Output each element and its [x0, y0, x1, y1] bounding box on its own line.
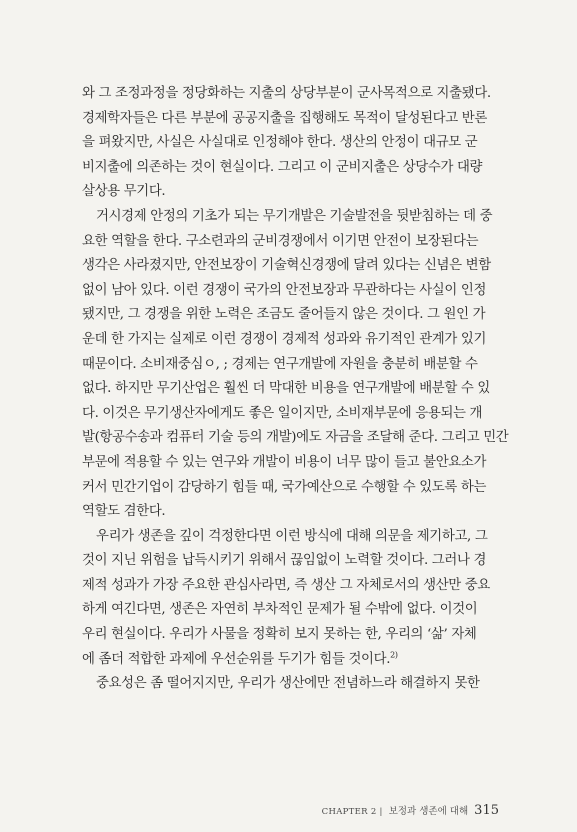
text-line — [82, 500, 502, 525]
text-line-content: 중요성은 좀 떨어지지만, 우리가 생산에만 전념하느라 해결하지 못한 — [96, 676, 480, 692]
running-chapter: CHAPTER 2 | — [321, 807, 383, 817]
text-line — [82, 451, 502, 476]
text-line-content: 생각은 사라졌지만, 안전보장이 기술혁신경쟁에 달려 있다는 신념은 변함 — [82, 258, 491, 274]
text-line-content: 커서 민간기업이 감당하기 힘들 때, 국가예산으로 수행할 수 있도록 하는 — [82, 479, 487, 495]
text-line-content: 경제학자들은 다른 부분에 공공지출을 집행해도 목적이 달성된다고 반론 — [82, 110, 487, 126]
text-line-content: 역할도 겸한다. — [82, 504, 166, 520]
text-line — [82, 107, 502, 132]
text-line-content: 운데 한 가지는 실제로 이런 경쟁이 경제적 성과와 유기적인 관계가 있기 — [82, 331, 487, 347]
text-line — [82, 648, 502, 673]
text-line — [82, 476, 502, 501]
text-line — [82, 623, 502, 648]
text-line — [82, 131, 502, 156]
text-line — [82, 574, 502, 599]
text-line — [82, 549, 502, 574]
running-title: 보정과 생존에 대해 — [388, 806, 469, 817]
body-text — [82, 82, 509, 697]
text-line — [82, 598, 502, 623]
text-line — [82, 230, 502, 255]
page-footer — [322, 803, 499, 818]
text-line-content: 우리 현실이다. 우리가 사물을 정확히 보지 못하는 한, 우리의 ‘삶’ 자체 — [82, 627, 477, 643]
text-line-content: 다. 이것은 무기생산자에게도 좋은 일이지만, 소비재부문에 응용되는 개 — [82, 405, 483, 421]
text-line-content: 없이 남아 있다. 이런 경쟁이 국가의 안전보장과 무관하다는 사실이 인정 — [82, 282, 487, 298]
text-line — [82, 180, 502, 205]
footnote-marker: 2) — [390, 650, 398, 660]
text-line-content: 살상용 무기다. — [82, 184, 166, 200]
text-line — [82, 402, 502, 427]
text-line — [82, 303, 502, 328]
text-line — [82, 525, 502, 550]
text-line — [82, 279, 502, 304]
text-line-content: 부문에 적용할 수 있는 연구와 개발이 비용이 너무 많이 들고 불안요소가 — [82, 454, 487, 470]
text-line — [82, 82, 502, 107]
text-line-content: 와 그 조정과정을 정당화하는 지출의 상당부분이 군사목적으로 지출됐다. — [82, 86, 491, 101]
text-line — [82, 426, 509, 451]
text-line — [82, 328, 502, 353]
text-line — [82, 254, 502, 279]
text-line-content: 없다. 하지만 무기산업은 훨씬 더 막대한 비용을 연구개발에 배분할 수 있 — [82, 381, 490, 397]
text-line-content: 에 좀더 적합한 과제에 우선순위를 두기가 힘들 것이다. — [82, 651, 391, 667]
text-line-content: 우리가 생존을 깊이 걱정한다면 이런 방식에 대해 의문을 제기하고, 그 — [96, 528, 488, 544]
text-line-content: 제적 성과가 가장 주요한 관심사라면, 즉 생산 그 자체로서의 생산만 중요 — [82, 577, 490, 593]
text-line — [82, 672, 502, 697]
text-line — [82, 353, 502, 378]
text-line-content: 발(항공수송과 컴퓨터 기술 등의 개발)에도 자금을 조달해 준다. 그리고 민간 — [82, 430, 509, 446]
text-line-content: 것이 지닌 위험을 납득시키기 위해서 끊임없이 노력할 것이다. 그러나 경 — [82, 553, 487, 569]
text-line-content: 하게 여긴다면, 생존은 자연히 부차적인 문제가 될 수밖에 없다. 이것이 — [82, 602, 478, 618]
text-line-content: 거시경제 안정의 기초가 되는 무기개발은 기술발전을 뒷받침하는 데 중 — [96, 208, 493, 224]
text-line — [82, 205, 502, 230]
text-line-content: 비지출에 의존하는 것이 현실이다. 그리고 이 군비지출은 상당수가 대량 — [82, 159, 483, 175]
page-number: 315 — [474, 803, 499, 818]
text-line-content: 때문이다. 소비재중심ㅇ, ; 경제는 연구개발에 자원을 충분히 배분할 수 — [82, 356, 478, 372]
text-line-content: 요한 역할을 한다. 구소련과의 군비경쟁에서 이기면 안전이 보장된다는 — [82, 233, 479, 249]
text-line — [82, 156, 502, 181]
text-line-content: 을 펴왔지만, 사실은 사실대로 인정해야 한다. 생산의 안정이 대규모 군 — [82, 135, 478, 151]
text-line — [82, 377, 502, 402]
text-line-content: 됐지만, 그 경쟁을 위한 노력은 조금도 줄어들지 않은 것이다. 그 원인 가 — [82, 307, 486, 323]
